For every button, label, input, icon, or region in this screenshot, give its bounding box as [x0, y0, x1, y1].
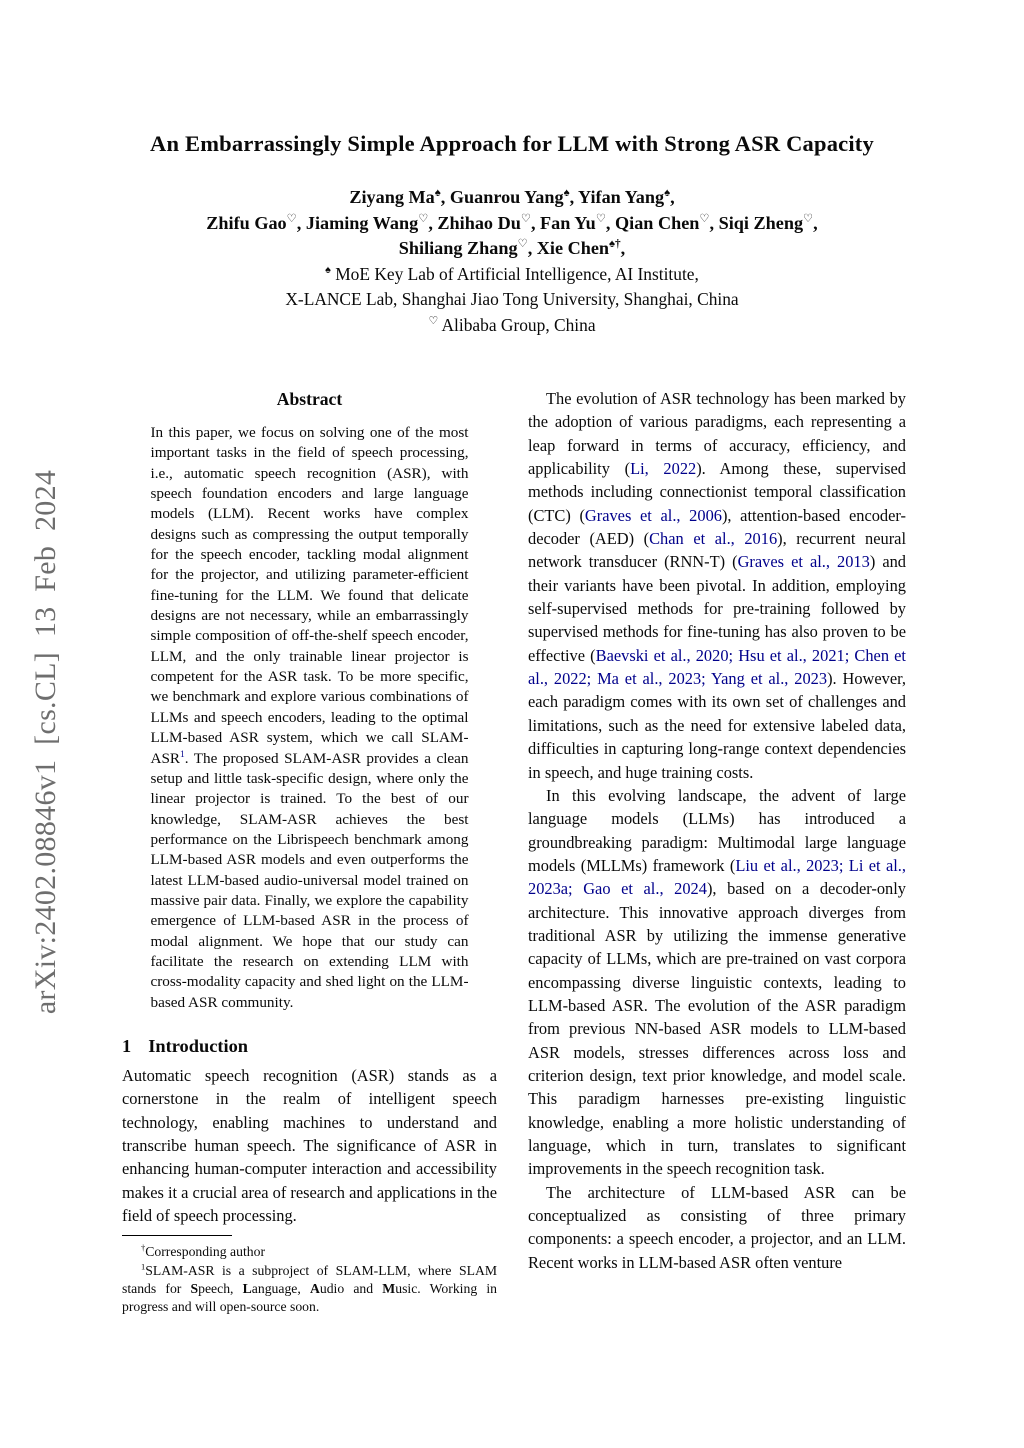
author-block	[0, 185, 1024, 338]
superscript-marker: 1	[141, 1261, 146, 1272]
author-line: Ziyang Ma♠, Guanrou Yang♠, Yifan Yang♠,	[349, 186, 675, 207]
paper-title: An Embarrassingly Simple Approach for LLM with Strong ASR Capacity	[150, 131, 874, 156]
section-heading-introduction	[122, 1036, 497, 1057]
author-line: Shiliang Zhang♡, Xie Chen♠†,	[398, 237, 626, 258]
footnote-block	[122, 1235, 497, 1316]
superscript-marker: ♡	[418, 212, 429, 225]
superscript-marker: ♡	[428, 314, 439, 327]
citation-link[interactable]: Graves et al., 2006	[584, 505, 722, 525]
paragraph-asr-paradigms: The evolution of ASR technology has been marked by the adoption of various paradigms, each representing a leap forward in terms of accuracy, efficiency, and applicability (Li, 2022). Among these, supervised methods including connectionist temporal classification (CTC) (Graves et al., 2006), attention-based encoder-decoder (AED) (Chan et al., 2016), recurrent neural network transducer (RNN-T) (Graves et al., 2013) and their variants have been pivotal. In addition, employing self-supervised methods for pre-training followed by supervised methods for fine-tuning has also proven to be effective (Baevski et al., 2020; Hsu et al., 2021; Chen et al., 2022; Ma et al., 2023; Yang et al., 2023). However, each paradigm comes with its own set of challenges and limitations, such as the need for extensive labeled data, difficulties in capturing long-range context dependencies in speech, and huge training costs.	[528, 389, 906, 782]
citation-link[interactable]: Baevski et al., 2020; Hsu et al., 2021; Chen et al., 2022; Ma et al., 2023; Yang et al., 2023	[528, 645, 906, 689]
superscript-marker: ♡	[595, 212, 606, 225]
superscript-marker: ♠	[325, 263, 331, 276]
abstract-heading: Abstract	[276, 389, 343, 409]
superscript-marker: ♠	[664, 186, 671, 199]
citation-link[interactable]: Graves et al., 2013	[737, 552, 870, 572]
intro-paragraph: Automatic speech recognition (ASR) stands as a cornerstone in the realm of intelligent speech technology, enabling machines to understand and transcribe human speech. The significance of ASR in enhancing human-computer interaction and accessibility makes it a crucial area of research and applications in the field of speech processing.	[122, 1065, 497, 1226]
citation-link[interactable]: 1	[180, 749, 185, 760]
superscript-marker: ♡	[803, 212, 814, 225]
superscript-marker: ♡	[699, 212, 710, 225]
affiliation-line: ♠ MoE Key Lab of Artificial Intelligence, AI Institute,	[325, 263, 699, 284]
author-line: Zhifu Gao♡, Jiaming Wang♡, Zhihao Du♡, Fan Yu♡, Qian Chen♡, Siqi Zheng♡,	[206, 212, 818, 233]
superscript-marker: ♡	[520, 212, 531, 225]
arxiv-watermark: arXiv:2402.08846v1 [cs.CL] 13 Feb 2024	[29, 469, 62, 1015]
paragraph-llm-landscape: In this evolving landscape, the advent of large language models (LLMs) has introduced a groundbreaking paradigm: Multimodal large language models (MLLMs) framework (Liu et al., 2023; Li et al., 2023a; Gao et al., 2024), based on a decoder-only architecture. This innovative approach diverges from traditional ASR by utilizing the immense generative capacity of LLMs, which are pre-trained on vast corpora encompassing diverse linguistic contexts, leading to LLM-based ASR. The evolution of the ASR paradigm from previous NN-based ASR models to LLM-based ASR models, stresses differences across loss and criterion design, text prior knowledge, and model scale. This paradigm harnesses pre-existing linguistic knowledge, enabling a more holistic understanding of language, which in turn, translates to significant improvements in the speech recognition task.	[528, 785, 906, 1179]
superscript-marker: ♠	[563, 186, 570, 199]
two-column-body	[122, 387, 1024, 1317]
superscript-marker: ♡	[517, 237, 528, 250]
footnote-corresponding-author: †Corresponding author	[141, 1242, 265, 1260]
citation-link[interactable]: Li, 2022	[630, 459, 697, 479]
left-column	[122, 387, 497, 1317]
citation-link[interactable]: Chan et al., 2016	[649, 529, 778, 549]
superscript-marker: ♠†	[609, 237, 621, 250]
affiliation-line: X-LANCE Lab, Shanghai Jiao Tong University, Shanghai, China	[285, 289, 739, 309]
affiliation-line: ♡ Alibaba Group, China	[428, 314, 596, 335]
section-title: Introduction	[148, 1035, 249, 1056]
superscript-marker: ♡	[286, 212, 297, 225]
abstract-text: In this paper, we focus on solving one of the most important tasks in the field of speech processing, i.e., automatic speech recognition (ASR), with speech foundation encoders and large language models (LLM). Recent works have complex designs such as compressing the output temporally for the speech encoder, tackling modal alignment for the projector, and utilizing parameter-efficient fine-tuning for the LLM. We found that delicate designs are not necessary, while an embarrassingly simple composition of off-the-shelf speech encoder, LLM, and the only trainable linear projector is competent for the ASR task. To be more specific, we benchmark and explore various combinations of LLMs and speech encoders, leading to the optimal LLM-based ASR system, which we call SLAM-ASR$^1$. The proposed SLAM-ASR provides a clean setup and little task-specific design, where only the linear projector is trained. To the best of our knowledge, SLAM-ASR achieves the best performance on the Librispeech benchmark among LLM-based ASR models and even outperforms the latest LLM-based audio-universal model trained on massive pair data. Finally, we explore the capability emergence of LLM-based ASR in the process of modal alignment. We hope that our study can facilitate the research on extending LLM with cross-modality capacity and shed light on the LLM-based ASR community.	[150, 424, 469, 1011]
right-column	[528, 387, 906, 1317]
superscript-marker: ♠	[434, 186, 441, 199]
paragraph-llm-asr-architecture: The architecture of LLM-based ASR can be conceptualized as consisting of three primary components: a speech encoder, a projector, and an LLM. Recent works in LLM-based ASR often venture	[528, 1182, 906, 1272]
footnote-rule	[122, 1235, 232, 1236]
superscript-marker: †	[141, 1242, 146, 1253]
section-number: 1	[122, 1035, 132, 1056]
citation-link[interactable]: Liu et al., 2023; Li et al., 2023a; Gao et al., 2024	[528, 855, 906, 899]
footnote-slam-asr: $^1$SLAM-ASR is a subproject of SLAM-LLM, where SLAM stands for Speech, Language, Audio and Music. Working in progress and will open-source soon.	[122, 1261, 497, 1315]
